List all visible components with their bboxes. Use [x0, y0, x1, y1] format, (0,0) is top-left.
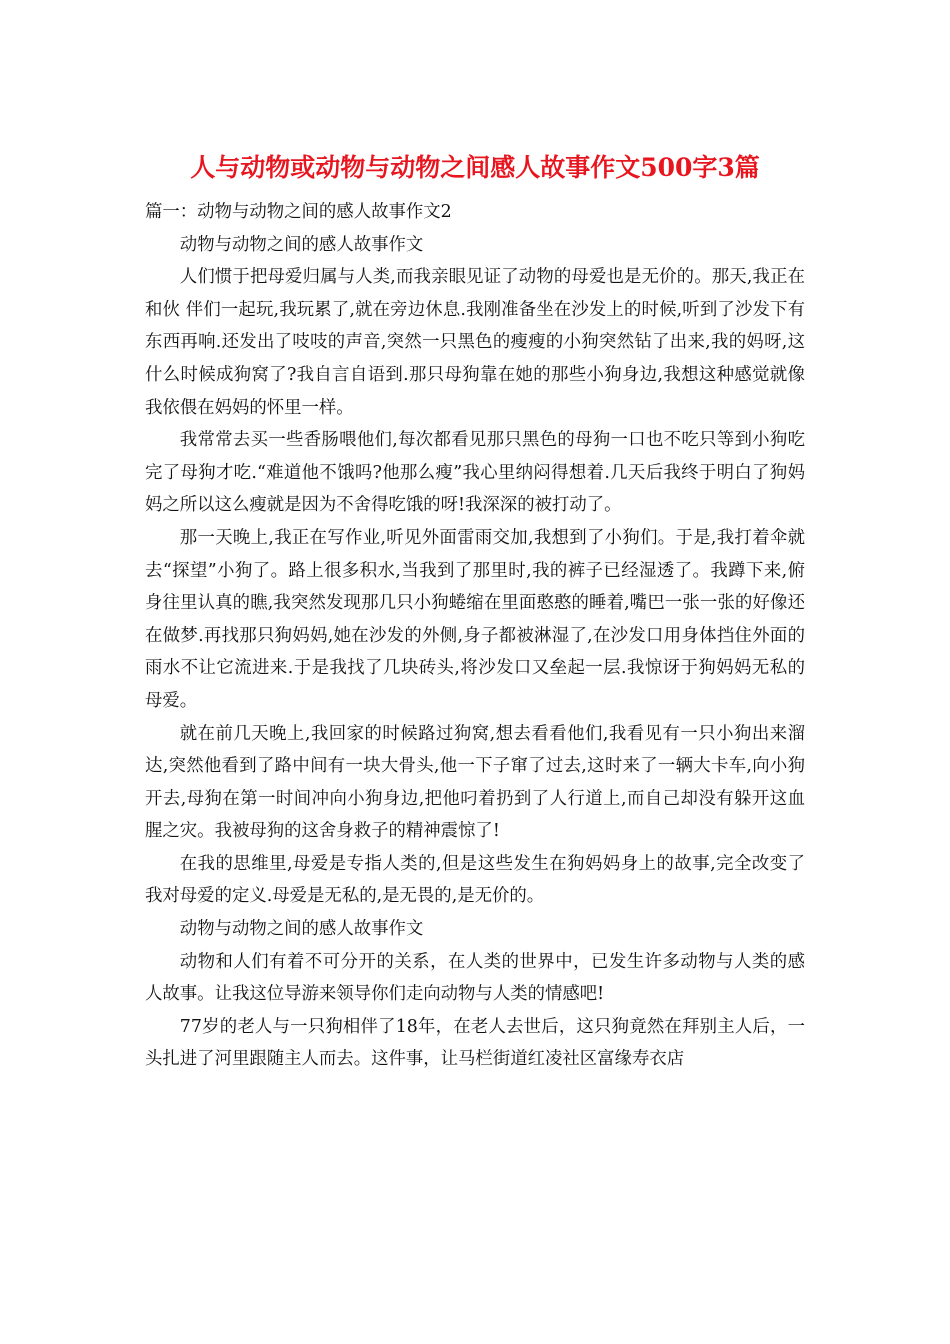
paragraph: 就在前几天晚上,我回家的时候路过狗窝,想去看看他们,我看见有一只小狗出来溜达,突然他看到了路中间有一块大骨头,他一下子窜了过去,这时来了一辆大卡车,向小狗开去,母狗在第一时间冲向小狗身边,把他叼着扔到了人行道上,而自己却没有躲开这血腥之灾。我被母狗的这舍身救子的精神震惊了!	[145, 723, 805, 842]
paragraph: 我常常去买一些香肠喂他们,每次都看见那只黑色的母狗一口也不吃只等到小狗吃完了母狗才吃.“难道他不饿吗?他那么瘦”我心里纳闷得想着.几天后我终于明白了狗妈妈之所以这么瘦就是因为不舍得吃饿的呀!我深深的被打动了。	[145, 430, 805, 516]
document-title: 人与动物或动物与动物之间感人故事作文500字3篇	[190, 153, 760, 182]
paragraph: 人们惯于把母爱归属与人类,而我亲眼见证了动物的母爱也是无价的。那天,我正在和伙 伴们一起玩,我玩累了,就在旁边休息.我刚准备坐在沙发上的时候,听到了沙发下有东西再响.还发出了吱吱的声音,突然一只黑色的瘦瘦的小狗突然钻了出来,我的妈呀,这什么时候成狗窝了?我自言自语到.那只母狗靠在她的那些小狗身边,我想这种感觉就像我依偎在妈妈的怀里一样。	[145, 267, 805, 418]
essay-subtitle: 动物与动物之间的感人故事作文	[179, 234, 424, 255]
paragraph: 77岁的老人与一只狗相伴了18年，在老人去世后，这只狗竟然在拜别主人后，一头扎进了河里跟随主人而去。这件事，让马栏街道红凌社区富缘寿衣店	[145, 1016, 805, 1070]
paragraph: 动物和人们有着不可分开的关系，在人类的世界中，已发生许多动物与人类的感人故事。让我这位导游来领导你们走向动物与人类的情感吧!	[145, 951, 805, 1005]
paragraph: 在我的思维里,母爱是专指人类的,但是这些发生在狗妈妈身上的故事,完全改变了我对母爱的定义.母爱是无私的,是无畏的,是无价的。	[145, 853, 805, 907]
essay-subtitle: 动物与动物之间的感人故事作文	[179, 919, 424, 940]
paragraph: 那一天晚上,我正在写作业,听见外面雷雨交加,我想到了小狗们。于是,我打着伞就去“探望”小狗了。路上很多积水,当我到了那里时,我的裤子已经湿透了。我蹲下来,俯身往里认真的瞧,我突然发现那几只小狗蜷缩在里面憨憨的睡着,嘴巴一张一张的好像还在做梦.再找那只狗妈妈,她在沙发的外侧,身子都被淋湿了,在沙发口用身体挡住外面的雨水不让它流进来.于是我找了几块砖头,将沙发口又垒起一层.我惊讶于狗妈妈无私的母爱。	[145, 527, 805, 711]
section-heading: 篇一：动物与动物之间的感人故事作文2	[145, 202, 452, 222]
document-body	[145, 196, 805, 1076]
